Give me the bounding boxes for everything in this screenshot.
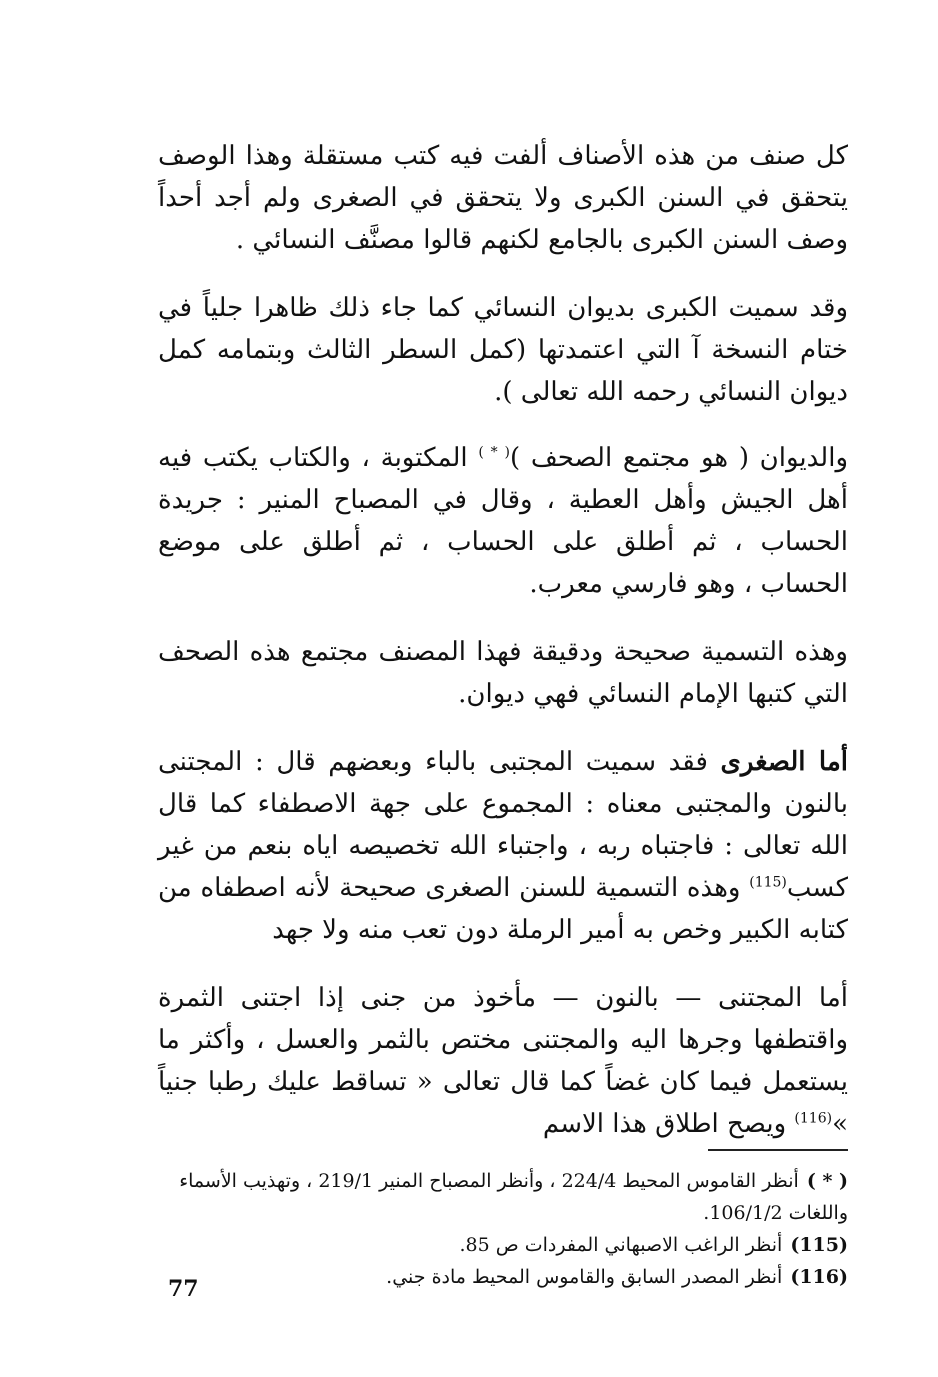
footnote-ref-116: (116): [794, 1110, 833, 1127]
footnote-ref-star: ( * ): [478, 444, 510, 461]
footnote-star-text: أنظر القاموس المحيط 224/4 ، وأنظر المصباح المنير 219/1 ، وتهذيب الأسماء واللغات 106/1/2.: [179, 1170, 848, 1224]
paragraph-1: [158, 135, 848, 261]
paragraph-6-text-start: أما المجتنى — بالنون — مأخوذ من جنى إذا اجتنى الثمرة واقتطفها وجرها اليه والمجتنى مختص بالثمر والعسل ، وأكثر ما يستعمل فيما كان غضاً كما قال تعالى « تساقط عليك رطبا جنياً »: [158, 983, 848, 1139]
footnote-star: [158, 1165, 848, 1229]
paragraph-5-text-end: وهذه التسمية للسنن الصغرى صحيحة لأنه اصطفاه من كتابه الكبير وخص به أمير الرملة دون تعب منه ولا جهد: [158, 873, 848, 945]
page-number: 77: [168, 1276, 199, 1302]
footnote-115: [158, 1229, 848, 1261]
paragraph-1-text: كل صنف من هذه الأصناف ألفت فيه كتب مستقلة وهذا الوصف يتحقق في السنن الكبرى ولا يتحقق في الصغرى ولم أجد أحداً وصف السنن الكبرى بالجامع لكنهم قالوا مصنَّف النسائي .: [158, 141, 848, 255]
paragraph-4: [158, 631, 848, 715]
paragraph-5-heading: أما الصغرى: [720, 747, 848, 777]
footnote-116-text: أنظر المصدر السابق والقاموس المحيط مادة جني.: [386, 1266, 783, 1288]
paragraph-5: [158, 741, 848, 951]
paragraph-3-text-start: والديوان ( هو مجتمع الصحف ): [509, 443, 848, 473]
footnote-ref-115: (115): [749, 874, 787, 891]
footnote-116-number: (116): [790, 1266, 848, 1288]
paragraph-4-text: وهذه التسمية صحيحة ودقيقة فهذا المصنف مجتمع هذه الصحف التي كتبها الإمام النسائي فهي ديوان.: [158, 637, 848, 709]
paragraph-2: [158, 287, 848, 413]
footnotes: [158, 1165, 848, 1293]
paragraph-6: [158, 977, 848, 1145]
paragraph-6-text-end: ويصح اطلاق هذا الاسم: [542, 1109, 795, 1139]
paragraph-3: [158, 437, 848, 605]
paragraph-2-text: وقد سميت الكبرى بديوان النسائي كما جاء ذلك ظاهرا جلياً في ختام النسخة آ التي اعتمدتها (كمل السطر الثالث وبتمامه كمل ديوان النسائي رحمه الله تعالى ).: [158, 293, 848, 407]
paragraph-3-text-end: المكتوبة ، والكتاب يكتب فيه أهل الجيش وأهل العطية ، وقال في المصباح المنير : جريدة الحساب ، ثم أطلق على الحساب ، ثم أطلق على موضع الحساب ، وهو فارسي معرب.: [158, 443, 848, 599]
footnote-star-number: ( * ): [806, 1170, 848, 1192]
footnote-115-number: (115): [790, 1234, 848, 1256]
footnote-115-text: أنظر الراغب الاصبهاني المفردات ص 85.: [459, 1234, 783, 1256]
footnote-116: [158, 1261, 848, 1293]
paragraph-5-text-start: فقد سميت المجتبى بالباء وبعضهم قال : المجتنى بالنون والمجتبى معناه : المجموع على جهة الاصطفاء كما قال الله تعالى : فاجتباه ربه ، واجتباء الله تخصيصه اياه بنعم من غير كسب: [158, 747, 848, 903]
footnote-divider: [708, 1149, 848, 1151]
page-body: [158, 135, 848, 1293]
